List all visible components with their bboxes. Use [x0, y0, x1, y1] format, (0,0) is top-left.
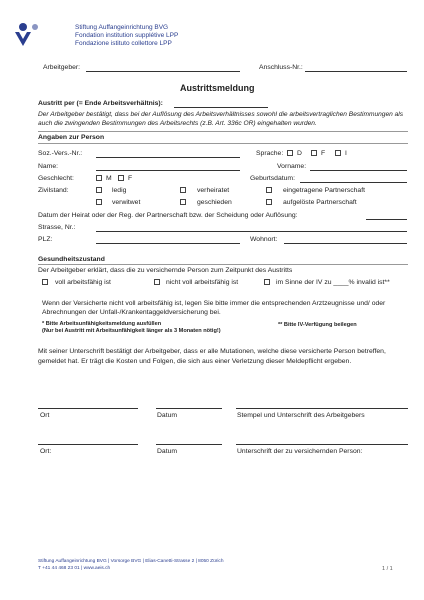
health-intro: Der Arbeitgeber erklärt, dass die zu versichernde Person zum Zeitpunkt des Austritts — [38, 267, 293, 274]
employer-label: Arbeitgeber: — [43, 64, 81, 71]
single-label: ledig — [112, 187, 127, 194]
divorced-label: geschieden — [197, 199, 232, 206]
married-checkbox[interactable] — [180, 187, 186, 193]
lang-d-checkbox[interactable] — [287, 150, 293, 156]
sex-m-label: M — [106, 175, 112, 182]
org-name-de: Stiftung Auffangeinrichtung BVG — [75, 24, 169, 31]
lang-f-label: F — [321, 150, 326, 157]
exit-note: Der Arbeitgeber bestätigt, dass bei der Auflösung des Arbeitsverhältnisses sowohl die arbeitsvertraglichen Bestimmungen als auch die zwingenden Bestimmungen des Arbeitsrechts (z.B. Art. 336c OR) eingehalten wurden. — [38, 111, 404, 127]
lang-i-label: I — [345, 150, 347, 157]
org-name-fr: Fondation institution supplétive LPP — [75, 32, 179, 39]
foundation-logo-icon — [13, 22, 69, 48]
place-label: Wohnort: — [250, 236, 278, 243]
fit-label: voll arbeitsfähig ist — [55, 279, 111, 286]
sex-f-label: F — [128, 175, 133, 182]
lang-d-label: D — [297, 150, 302, 157]
birthdate-label: Geburtsdatum: — [250, 175, 295, 182]
partnership-checkbox[interactable] — [266, 187, 272, 193]
sex-f-checkbox[interactable] — [118, 175, 124, 181]
footnote-1: * Bitte Arbeitsunfähigkeitsmeldung ausfüllen — [42, 321, 162, 327]
firstname-label: Vorname: — [277, 163, 307, 170]
unfit-label: nicht voll arbeitsfähig ist — [166, 279, 239, 286]
health-notice: Wenn der Versicherte nicht voll arbeitsfähig ist, legen Sie bitte immer die entsprechenden Arztzeugnisse und/ oder Abrechnungen der Unfall-/Krankentaggeldversicherung bei. — [42, 300, 386, 316]
divider — [38, 264, 408, 265]
place-field[interactable] — [284, 243, 407, 244]
date-1-label: Datum — [157, 412, 178, 419]
page-number: 1 / 1 — [382, 566, 393, 572]
dissolved-label: aufgelöste Partnerschaft — [283, 199, 357, 206]
contract-label: Anschluss-Nr.: — [259, 64, 303, 71]
date-2-line[interactable] — [156, 444, 222, 445]
lang-f-checkbox[interactable] — [311, 150, 317, 156]
fit-checkbox[interactable] — [42, 279, 48, 285]
confirmation-text: Mit seiner Unterschrift bestätigt der Arbeitgeber, dass er alle Mutationen, welche diese versicherte Person betreffen, gemeldet hat. Er trägt die Kosten und Folgen, die sich aus einer Verletzung dieser Meldepflicht ergeben. — [38, 348, 386, 365]
partnership-label: eingetragene Partnerschaft — [283, 187, 365, 194]
civil-status-label: Zivilstand: — [38, 187, 69, 194]
marriage-date-field[interactable] — [366, 219, 407, 220]
exit-date-label: Austritt per (= Ende Arbeitsverhältnis): — [38, 100, 163, 107]
stamp-label: Stempel und Unterschrift des Arbeitgebers — [237, 412, 365, 419]
sex-label: Geschlecht: — [38, 175, 74, 182]
signature-line[interactable] — [236, 444, 408, 445]
place-2-line[interactable] — [38, 444, 138, 445]
zip-label: PLZ: — [38, 236, 53, 243]
lang-i-checkbox[interactable] — [335, 150, 341, 156]
divider — [38, 143, 408, 144]
name-label: Name: — [38, 163, 59, 170]
sex-m-checkbox[interactable] — [96, 175, 102, 181]
widowed-label: verwitwet — [112, 199, 141, 206]
date-2-label: Datum — [157, 448, 178, 455]
firstname-field[interactable] — [310, 170, 407, 171]
single-checkbox[interactable] — [96, 187, 102, 193]
divider — [38, 131, 408, 132]
contract-number-field[interactable] — [305, 71, 407, 72]
birthdate-field[interactable] — [300, 182, 407, 183]
footer-contact: T +41 44 468 23 01 | www.aeis.ch — [38, 566, 111, 571]
divorced-checkbox[interactable] — [180, 199, 186, 205]
employer-field[interactable] — [86, 71, 240, 72]
health-heading: Gesundheitszustand — [38, 256, 105, 263]
marriage-date-label: Datum der Heirat oder der Reg. der Partnerschaft bzw. der Scheidung oder Auflösung: — [38, 212, 298, 219]
place-1-line[interactable] — [38, 408, 138, 409]
invalid-checkbox[interactable] — [264, 279, 270, 285]
ssn-label: Soz.-Vers.-Nr.: — [38, 150, 83, 157]
org-name-it: Fondazione istituto collettore LPP — [75, 40, 172, 47]
footer-address: Stiftung Auffangeinrichtung BVG | Vorsorge BVG | Elias-Canetti-Strasse 2 | 8050 Zürich — [38, 559, 224, 564]
zip-field[interactable] — [96, 243, 240, 244]
name-field[interactable] — [96, 170, 240, 171]
widowed-checkbox[interactable] — [96, 199, 102, 205]
street-label: Strasse, Nr.: — [38, 224, 76, 231]
stamp-line[interactable] — [236, 408, 408, 409]
married-label: verheiratet — [197, 187, 230, 194]
dissolved-checkbox[interactable] — [266, 199, 272, 205]
place-2-label: Ort: — [40, 448, 52, 455]
ssn-field[interactable] — [96, 157, 240, 158]
invalid-label: im Sinne der IV zu ____% invalid ist** — [276, 279, 390, 286]
form-title: Austrittsmeldung — [180, 83, 255, 93]
signature-label: Unterschrift der zu versichernden Person: — [237, 448, 363, 455]
date-1-line[interactable] — [156, 408, 222, 409]
unfit-checkbox[interactable] — [154, 279, 160, 285]
exit-date-field[interactable] — [174, 107, 268, 108]
footnote-1b: (Nur bei Austritt mit Arbeitsunfähigkeit länger als 3 Monaten nötig!) — [42, 328, 221, 334]
place-1-label: Ort — [40, 412, 50, 419]
language-label: Sprache: — [256, 150, 284, 157]
street-field[interactable] — [96, 231, 407, 232]
footnote-2: ** Bitte IV-Verfügung beilegen — [278, 322, 357, 328]
person-heading: Angaben zur Person — [38, 134, 105, 141]
